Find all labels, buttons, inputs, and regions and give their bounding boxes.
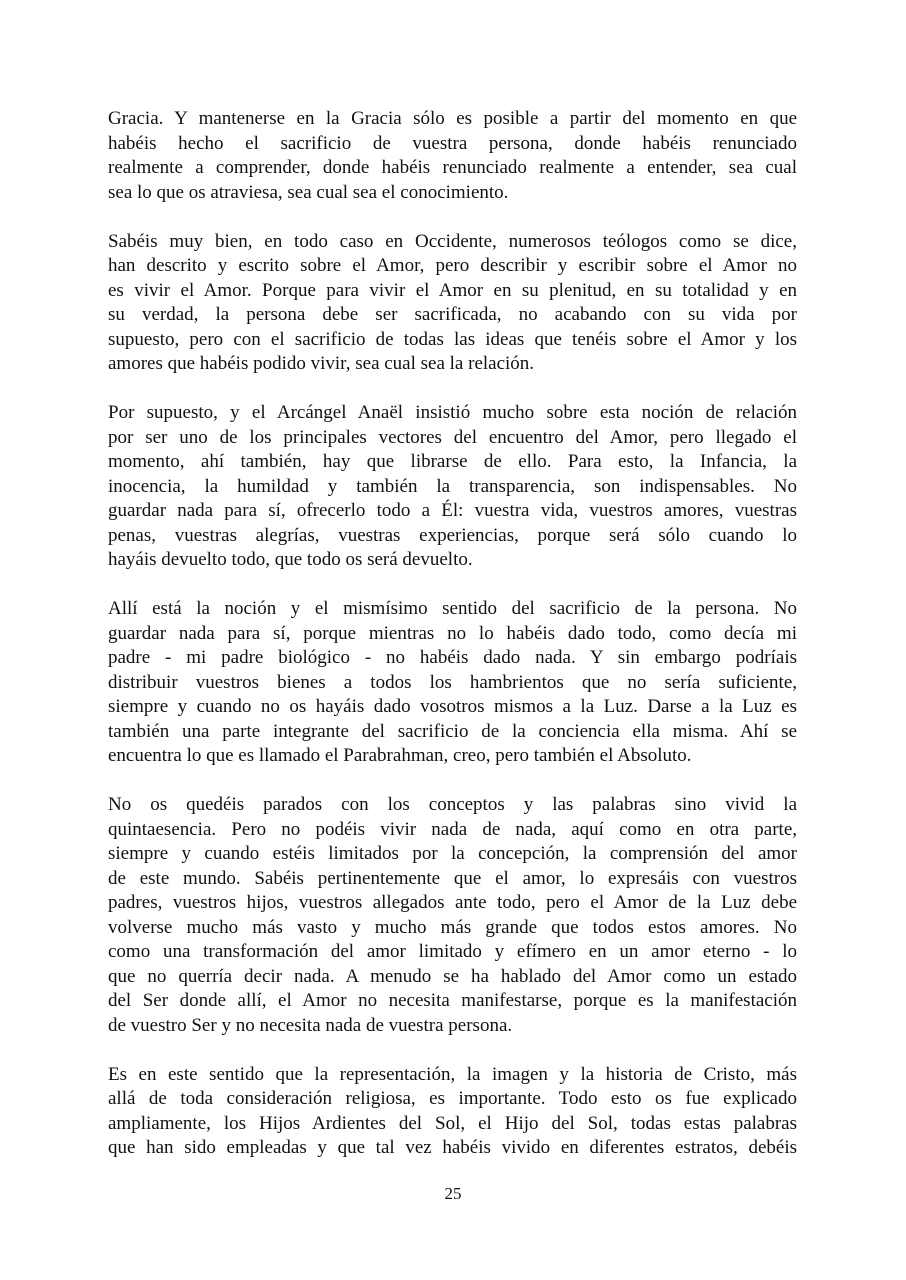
text-line: siempre y cuando no os hayáis dado vosotros mismos a la Luz. Darse a la Luz es — [108, 696, 797, 717]
text-line: distribuir vuestros bienes a todos los hambrientos que no sería suficiente, — [108, 671, 797, 693]
text-line: guardar nada para sí, porque mientras no lo habéis dado todo, como decía mi — [108, 622, 797, 644]
text-line: allá de toda consideración religiosa, es importante. Todo esto os fue explicado — [108, 1088, 797, 1109]
text-line: es vivir el Amor. Porque para vivir el Amor en su plenitud, en su totalidad y en — [108, 279, 797, 301]
text-line: de vuestro Ser y no necesita nada de vuestra persona. — [108, 1014, 513, 1036]
text-line: amores que habéis podido vivir, sea cual sea la relación. — [108, 353, 535, 374]
paragraph — [108, 793, 797, 1038]
text-line: inocencia, la humildad y también la transparencia, son indispensables. No — [108, 475, 797, 497]
text-line: de este mundo. Sabéis pertinentemente que el amor, lo expresáis con vuestros — [108, 867, 797, 889]
text-line: Gracia. Y mantenerse en la Gracia sólo es posible a partir del momento en que — [108, 108, 797, 129]
paragraph — [108, 597, 797, 769]
paragraph — [108, 230, 797, 377]
text-line: quintaesencia. Pero no podéis vivir nada de nada, aquí como en otra parte, — [108, 818, 797, 840]
text-line: padres, vuestros hijos, vuestros allegados ante todo, pero el Amor de la Luz debe — [108, 892, 797, 913]
text-line: Es en este sentido que la representación, la imagen y la historia de Cristo, más — [108, 1063, 797, 1085]
text-line: No os quedéis parados con los conceptos y las palabras sino vivid la — [108, 794, 797, 815]
paragraph — [108, 1063, 797, 1161]
text-line: sea lo que os atraviesa, sea cual sea el conocimiento. — [108, 181, 509, 203]
text-line: que han sido empleadas y que tal vez habéis vivido en diferentes estratos, debéis — [108, 1137, 797, 1158]
text-line: padre - mi padre biológico - no habéis dado nada. Y sin embargo podríais — [108, 647, 797, 668]
text-line: su verdad, la persona debe ser sacrificada, no acabando con su vida por — [108, 304, 797, 325]
text-line: volverse mucho más vasto y mucho más grande que todos estos amores. No — [108, 916, 797, 938]
text-line: ampliamente, los Hijos Ardientes del Sol, el Hijo del Sol, todas estas palabras — [108, 1112, 797, 1134]
text-line: como una transformación del amor limitado y efímero en un amor eterno - lo — [108, 941, 797, 962]
text-line: siempre y cuando estéis limitados por la concepción, la comprensión del amor — [108, 843, 797, 864]
text-line: realmente a comprender, donde habéis renunciado realmente a entender, sea cual — [108, 157, 797, 178]
text-line: habéis hecho el sacrificio de vuestra persona, donde habéis renunciado — [108, 132, 797, 154]
paragraph — [108, 107, 797, 205]
text-line: del Ser donde allí, el Amor no necesita manifestarse, porque es la manifestación — [108, 990, 797, 1011]
page-body — [108, 107, 797, 1185]
text-line: supuesto, pero con el sacrificio de todas las ideas que tenéis sobre el Amor y los — [108, 328, 797, 350]
text-line: Por supuesto, y el Arcángel Anaël insistió mucho sobre esta noción de relación — [108, 402, 797, 423]
paragraph — [108, 401, 797, 573]
text-line: por ser uno de los principales vectores del encuentro del Amor, pero llegado el — [108, 426, 797, 448]
page-number: 25 — [444, 1184, 462, 1203]
text-line: Allí está la noción y el mismísimo sentido del sacrificio de la persona. No — [108, 598, 797, 619]
text-line: penas, vuestras alegrías, vuestras experiencias, porque será sólo cuando lo — [108, 524, 797, 546]
text-line: que no querría decir nada. A menudo se ha hablado del Amor como un estado — [108, 965, 797, 987]
text-line: hayáis devuelto todo, que todo os será devuelto. — [108, 549, 473, 570]
text-line: momento, ahí también, hay que librarse de ello. Para esto, la Infancia, la — [108, 451, 797, 472]
text-line: Sabéis muy bien, en todo caso en Occidente, numerosos teólogos como se dice, — [108, 230, 797, 252]
text-line: guardar nada para sí, ofrecerlo todo a Él: vuestra vida, vuestros amores, vuestras — [108, 500, 797, 521]
text-line: encuentra lo que es llamado el Parabrahman, creo, pero también el Absoluto. — [108, 745, 692, 766]
text-line: han descrito y escrito sobre el Amor, pero describir y escribir sobre el Amor no — [108, 255, 797, 276]
text-line: también una parte integrante del sacrificio de la conciencia ella misma. Ahí se — [108, 720, 797, 742]
